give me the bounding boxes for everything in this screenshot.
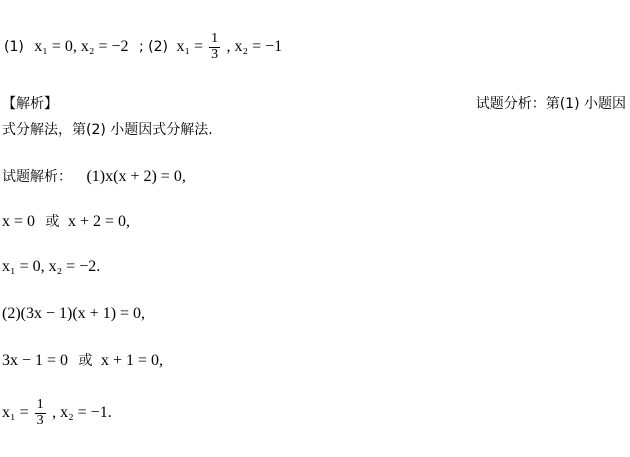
answer-part2-suffix: , x₂ = −1 — [226, 38, 283, 56]
solution-or-1: 或 — [45, 214, 60, 230]
answer-part2-prefix: x₁ = — [176, 38, 208, 56]
solution-eq-6-suffix: , x₂ = −1. — [52, 404, 112, 422]
solution-line-3: x₁ = 0, x₂ = −2. — [2, 258, 101, 275]
fraction-denominator: 3 — [211, 46, 219, 62]
answer-part1-label: (1) — [4, 39, 24, 56]
solution-eq-5a: 3x − 1 = 0 — [2, 352, 69, 369]
solution-line-6 — [2, 398, 112, 428]
answer-part1-text: x₁ = 0, x₂ = −2 — [34, 38, 129, 56]
solution-line-5 — [2, 350, 163, 370]
solution-intro-label: 试题解析： — [2, 169, 72, 185]
analysis-heading: 【解析】 — [2, 96, 58, 112]
fraction-denominator: 3 — [36, 412, 44, 428]
solution-eq-6-prefix: x₁ = — [2, 404, 33, 422]
fraction-numerator: 1 — [36, 397, 44, 412]
solution-eq-6-fraction — [35, 398, 46, 428]
analysis-right-text: 试题分析：第(1) 小题因 — [475, 96, 626, 112]
answer-line — [4, 32, 282, 62]
solution-eq-1: (1)x(x + 2) = 0, — [86, 168, 186, 185]
solution-line-2 — [2, 211, 130, 231]
solution-eq-2b: x + 2 = 0, — [67, 213, 130, 230]
answer-separator: ; — [138, 39, 144, 56]
solution-eq-2a: x = 0 — [2, 213, 36, 230]
answer-part2-fraction — [209, 32, 220, 62]
solution-line-4: (2)(3x − 1)(x + 1) = 0, — [2, 305, 146, 322]
fraction-numerator: 1 — [211, 31, 219, 46]
solution-or-2: 或 — [78, 353, 93, 369]
analysis-continuation: 式分解法，第(2) 小题因式分解法. — [2, 122, 213, 138]
solution-eq-5b: x + 1 = 0, — [100, 352, 163, 369]
answer-part2-label: (2) — [148, 39, 168, 56]
solution-line-1 — [2, 166, 186, 186]
